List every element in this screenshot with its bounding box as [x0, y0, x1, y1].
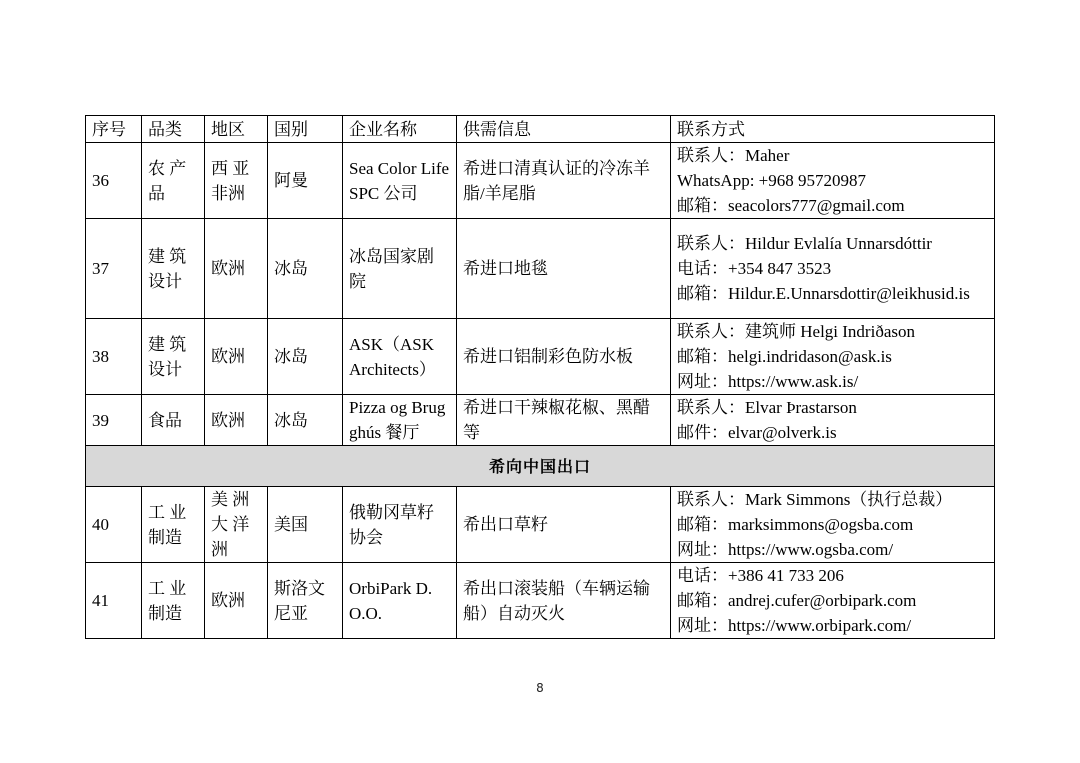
row-category: 农 产 品: [142, 143, 205, 219]
contact-line: 邮件：elvar@olverk.is: [677, 423, 837, 442]
row-info: 希出口草籽: [457, 487, 671, 563]
table-row: [86, 219, 995, 319]
row-company: OrbiPark D. O.O.: [343, 563, 457, 639]
table-row: [86, 563, 995, 639]
header-country: 国别: [268, 116, 343, 143]
contact-line: 联系人：Elvar Þrastarson: [677, 398, 857, 417]
row-country: 冰岛: [268, 219, 343, 319]
table-row: [86, 395, 995, 446]
row-info: 希进口清真认证的冷冻羊脂/羊尾脂: [457, 143, 671, 219]
row-contact: [671, 487, 995, 563]
contact-line: 网址：https://www.orbipark.com/: [677, 616, 912, 635]
row-no: 41: [86, 563, 142, 639]
contact-line: 邮箱：helgi.indridason@ask.is: [677, 347, 892, 366]
row-country: 美国: [268, 487, 343, 563]
header-company: 企业名称: [343, 116, 457, 143]
contact-line: 邮箱：marksimmons@ogsba.com: [677, 515, 914, 534]
table-row: [86, 143, 995, 219]
row-country: 冰岛: [268, 319, 343, 395]
row-contact: [671, 219, 995, 319]
row-info: 希进口地毯: [457, 219, 671, 319]
row-country: 斯洛文尼亚: [268, 563, 343, 639]
contact-line: 网址：https://www.ogsba.com/: [677, 540, 894, 559]
row-region: 欧洲: [205, 219, 268, 319]
row-company: 俄勒冈草籽协会: [343, 487, 457, 563]
row-region: 西 亚 非洲: [205, 143, 268, 219]
contact-line: 联系人：Hildur Evlalía Unnarsdóttir: [677, 234, 932, 253]
row-category: 建 筑 设计: [142, 219, 205, 319]
row-no: 40: [86, 487, 142, 563]
row-contact: [671, 395, 995, 446]
table-row: [86, 319, 995, 395]
row-info: 希进口铝制彩色防水板: [457, 319, 671, 395]
row-info: 希出口滚装船（车辆运输船）自动灭火: [457, 563, 671, 639]
row-region: 欧洲: [205, 563, 268, 639]
row-category: 建 筑 设计: [142, 319, 205, 395]
row-contact: [671, 143, 995, 219]
supply-demand-table: [85, 115, 995, 639]
contact-line: 邮箱：andrej.cufer@orbipark.com: [677, 591, 917, 610]
row-region: 欧洲: [205, 319, 268, 395]
row-company: ASK（ASK Architects）: [343, 319, 457, 395]
row-company: Sea Color Life SPC 公司: [343, 143, 457, 219]
row-country: 冰岛: [268, 395, 343, 446]
row-no: 36: [86, 143, 142, 219]
page-number: 8: [536, 681, 544, 695]
contact-line: 联系人：建筑师 Helgi Indriðason: [677, 322, 915, 341]
row-category: 工 业 制造: [142, 487, 205, 563]
row-country: 阿曼: [268, 143, 343, 219]
contact-line: 邮箱：Hildur.E.Unnarsdottir@leikhusid.is: [677, 284, 970, 303]
table-header-row: [86, 116, 995, 143]
header-no: 序号: [86, 116, 142, 143]
row-company: 冰岛国家剧院: [343, 219, 457, 319]
contact-line: 网址：https://www.ask.is/: [677, 372, 859, 391]
contact-line: 电话：+386 41 733 206: [677, 566, 844, 585]
header-region: 地区: [205, 116, 268, 143]
row-no: 37: [86, 219, 142, 319]
contact-line: WhatsApp: +968 95720987: [677, 171, 867, 190]
row-company: Pizza og Brugghús 餐厅: [343, 395, 457, 446]
row-contact: [671, 319, 995, 395]
row-region: 美 洲 大 洋 洲: [205, 487, 268, 563]
header-info: 供需信息: [457, 116, 671, 143]
contact-line: 邮箱：seacolors777@gmail.com: [677, 196, 905, 215]
table-row: [86, 487, 995, 563]
header-category: 品类: [142, 116, 205, 143]
row-no: 39: [86, 395, 142, 446]
row-region: 欧洲: [205, 395, 268, 446]
row-category: 食品: [142, 395, 205, 446]
contact-line: 电话：+354 847 3523: [677, 259, 832, 278]
contact-line: 联系人：Mark Simmons（执行总裁）: [677, 490, 953, 509]
row-no: 38: [86, 319, 142, 395]
row-category: 工 业 制造: [142, 563, 205, 639]
row-info: 希进口干辣椒花椒、黑醋等: [457, 395, 671, 446]
contact-line: 联系人：Maher: [677, 146, 790, 165]
section-title: 希向中国出口: [86, 446, 995, 487]
row-contact: [671, 563, 995, 639]
section-row: [86, 446, 995, 487]
header-contact: 联系方式: [671, 116, 995, 143]
